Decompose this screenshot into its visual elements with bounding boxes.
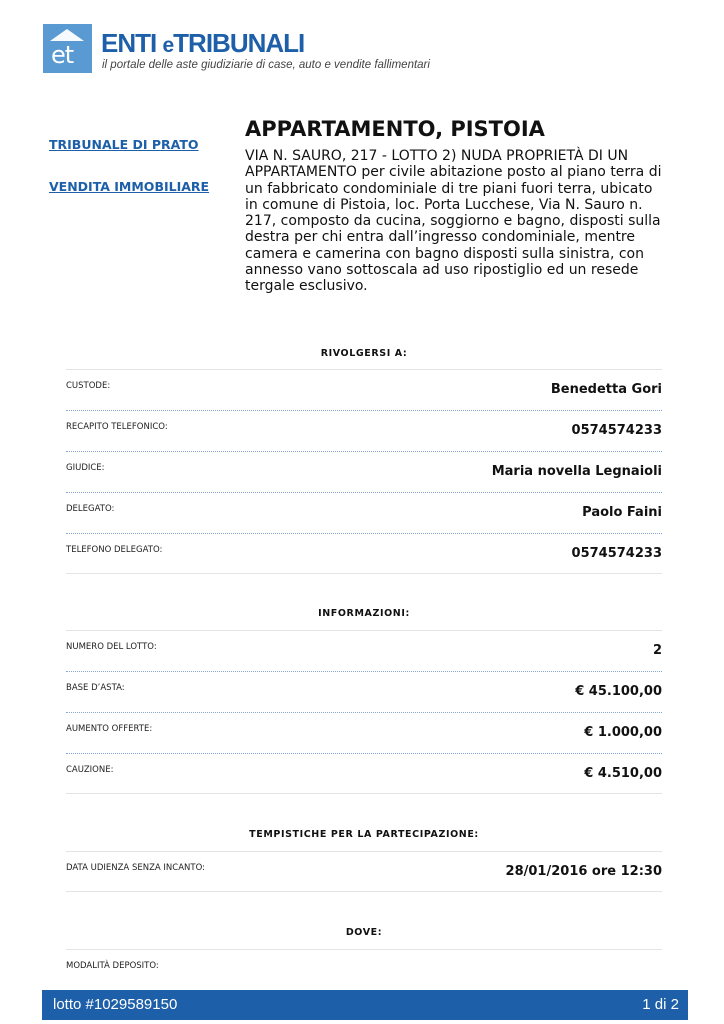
row-value: 28/01/2016 ore 12:30 [505, 864, 662, 879]
row-label: TELEFONO DELEGATO: [66, 545, 163, 555]
section-divider [66, 793, 662, 794]
row-value: Maria novella Legnaioli [491, 464, 662, 479]
row-value: € 45.100,00 [575, 684, 662, 699]
brand-tagline: il portale delle aste giudiziarie di case, auto e vendite fallimentari [102, 59, 430, 71]
row-value: Paolo Faini [582, 505, 662, 520]
section-title-tempistiche: TEMPISTICHE PER LA PARTECIPAZIONE: [249, 829, 479, 840]
row-label: BASE D’ASTA: [66, 683, 125, 693]
row-label: GIUDICE: [66, 463, 105, 473]
brand-part2: TRIBUNALI [173, 28, 305, 58]
house-logo-icon [43, 24, 92, 73]
tribunale-link[interactable]: TRIBUNALE DI PRATO [49, 137, 199, 152]
contact-row [66, 410, 662, 452]
sidebar [49, 137, 219, 195]
contact-row [66, 492, 662, 534]
row-label: CUSTODE: [66, 381, 111, 391]
lotto-number: lotto #1029589150 [53, 996, 178, 1013]
vendita-link[interactable]: VENDITA IMMOBILIARE [49, 179, 210, 194]
row-label: AUMENTO OFFERTE: [66, 724, 153, 734]
row-label: CAUZIONE: [66, 765, 114, 775]
row-value: Benedetta Gori [550, 382, 662, 397]
brand-part1: ENTI [101, 28, 157, 58]
row-value: 2 [652, 643, 662, 658]
info-row [66, 753, 662, 795]
listing-title: APPARTAMENTO, PISTOIA [245, 117, 545, 141]
location-row [66, 949, 662, 980]
section-title-rivolgersi: RIVOLGERSI A: [320, 348, 408, 359]
row-label: RECAPITO TELEFONICO: [66, 422, 168, 432]
logo-initials: et [51, 41, 74, 69]
page-footer [42, 990, 688, 1020]
section-divider [66, 573, 662, 574]
site-logo[interactable] [43, 24, 463, 76]
page-indicator: 1 di 2 [642, 996, 679, 1013]
section-title-informazioni: INFORMAZIONI: [318, 608, 410, 619]
info-row [66, 671, 662, 713]
row-label: DELEGATO: [66, 504, 115, 514]
info-row [66, 630, 662, 672]
contact-row [66, 451, 662, 493]
section-divider [66, 891, 662, 892]
row-value: € 4.510,00 [584, 766, 662, 781]
roof-shape [50, 29, 84, 41]
contact-row [66, 369, 662, 411]
brand-name [101, 28, 304, 59]
timing-row [66, 851, 662, 893]
row-label: MODALITÀ DEPOSITO: [66, 961, 159, 971]
row-value: 0574574233 [571, 546, 662, 561]
row-value: 0574574233 [571, 423, 662, 438]
row-label: DATA UDIENZA SENZA INCANTO: [66, 863, 205, 873]
row-label: NUMERO DEL LOTTO: [66, 642, 157, 652]
info-row [66, 712, 662, 754]
listing-description: VIA N. SAURO, 217 - LOTTO 2) NUDA PROPRIETÀ DI UN APPARTAMENTO per civile abitazione posto al piano terra di un fabbricato condominiale di tre piani fuori terra, ubicato in comune di Pistoia, loc. Porta Lucchese, Via N. Sauro n. 217, composto da cucina, soggiorno e bagno, disposti sulla destra per chi entra dall’ingresso condominiale, mentre camera e camerina con bagno disposti sulla sinistra, con annesso vano sottoscala ad uso ripostiglio ed un resede tergale esclusivo. [245, 148, 662, 295]
section-title-dove: DOVE: [345, 927, 383, 938]
row-value: € 1.000,00 [584, 725, 662, 740]
contact-row [66, 533, 662, 575]
brand-e: e [162, 34, 174, 57]
